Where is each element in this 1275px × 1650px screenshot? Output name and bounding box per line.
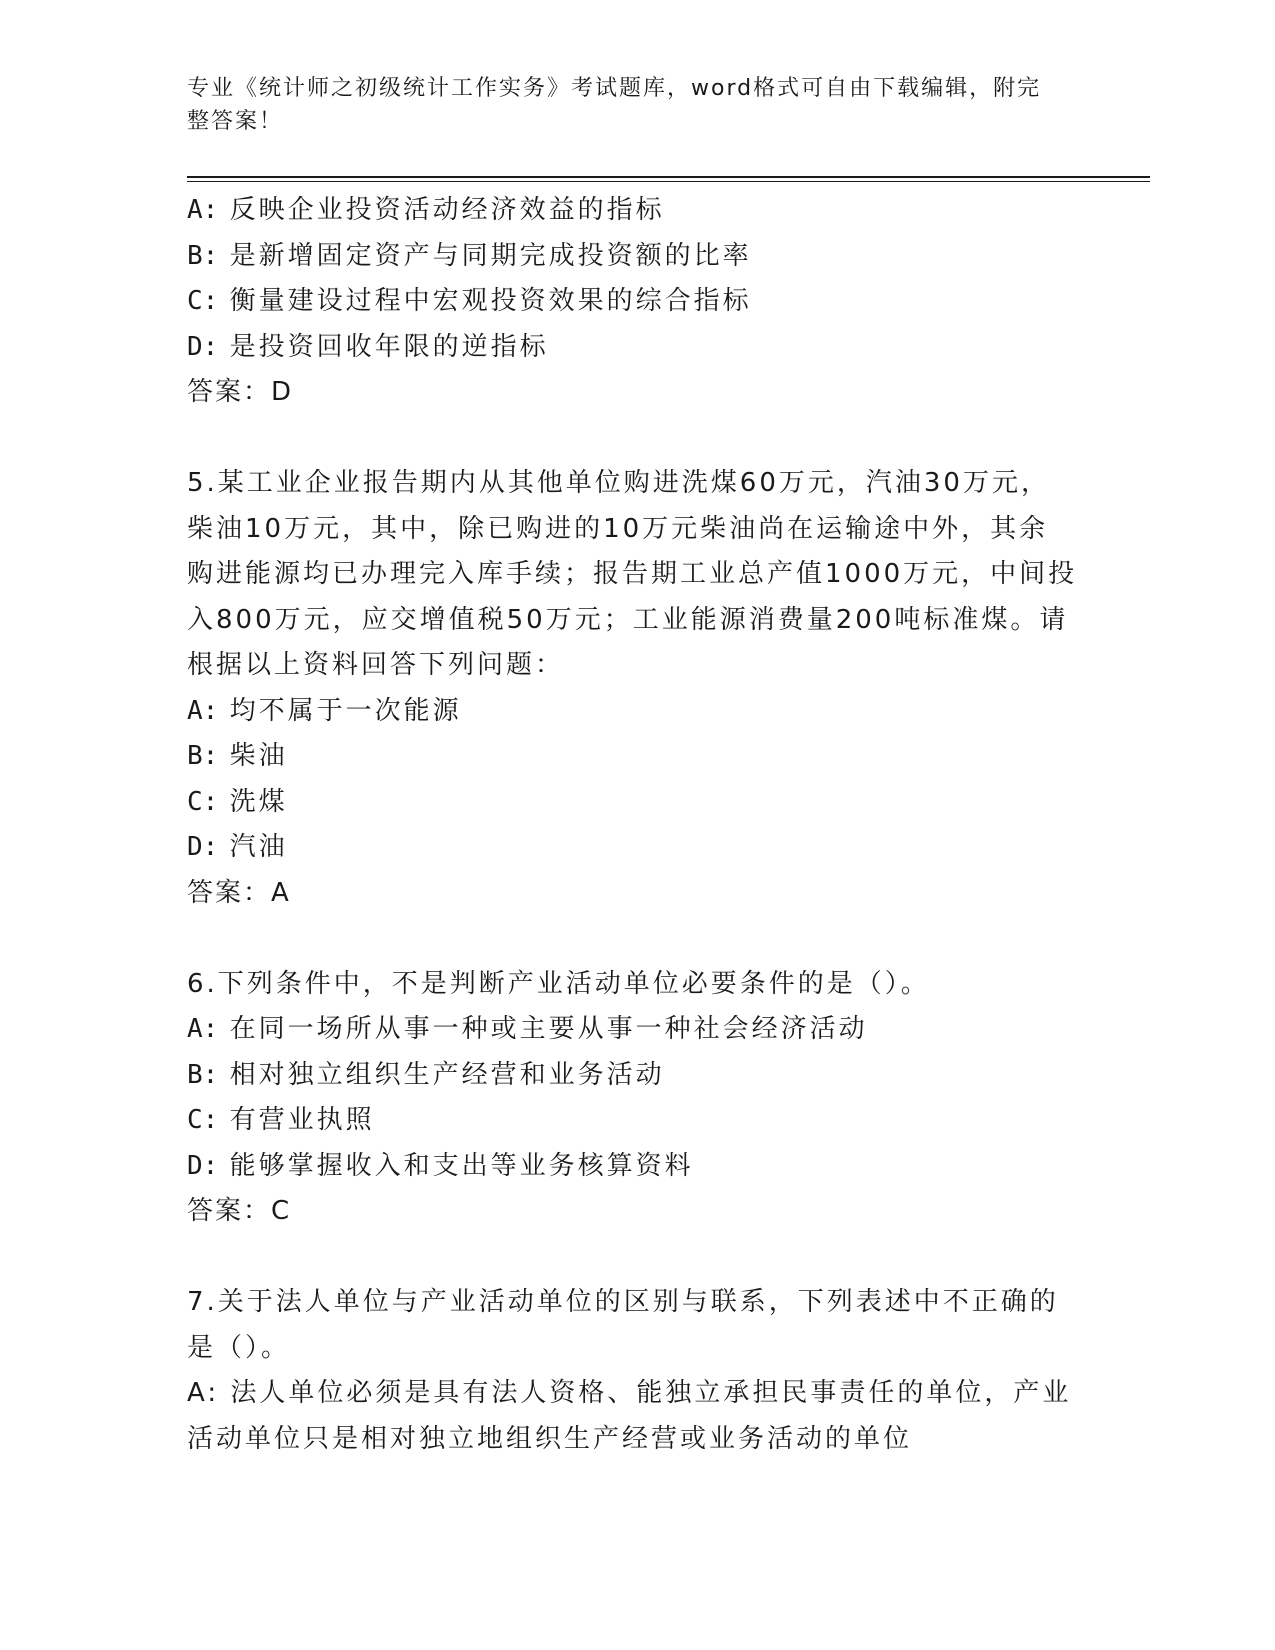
spacer bbox=[187, 916, 1077, 962]
question-text-line: 入800万元，应交增值税50万元；工业能源消费量200吨标准煤。请 bbox=[187, 604, 1069, 635]
option-text: 能够掌握收入和支出等业务核算资料 bbox=[229, 1150, 694, 1181]
option-a bbox=[187, 188, 1077, 234]
option-label: A: bbox=[187, 695, 219, 726]
spacer bbox=[187, 416, 1077, 462]
question-text-line: 7.关于法人单位与产业活动单位的区别与联系，下列表述中不正确的 bbox=[187, 1287, 1059, 1317]
option-d bbox=[187, 1144, 1077, 1190]
option-b bbox=[187, 1053, 1077, 1099]
answer-line: 答案：C bbox=[187, 1196, 292, 1226]
option-c bbox=[187, 780, 1077, 826]
option-text: 是投资回收年限的逆指标 bbox=[229, 331, 549, 362]
question-text-line: 购进能源均已办理完入库手续；报告期工业总产值1000万元，中间投 bbox=[187, 559, 1078, 589]
question-6-block bbox=[187, 962, 1077, 1235]
option-text: 柴油 bbox=[229, 741, 288, 771]
question-7-block bbox=[187, 1280, 1077, 1462]
question-4-block bbox=[187, 188, 1077, 416]
option-label: D: bbox=[187, 331, 219, 362]
option-a-line: 活动单位只是相对独立地组织生产经营或业务活动的单位 bbox=[187, 1423, 913, 1454]
option-b bbox=[187, 234, 1077, 280]
option-label: D: bbox=[187, 1150, 219, 1181]
option-text: 洗煤 bbox=[229, 786, 288, 817]
option-c bbox=[187, 1098, 1077, 1144]
option-label: A: bbox=[187, 1014, 219, 1044]
option-text: 在同一场所从事一种或主要从事一种社会经济活动 bbox=[229, 1014, 868, 1044]
header-divider-thick bbox=[187, 176, 1150, 178]
answer-line: 答案：D bbox=[187, 377, 294, 407]
option-a-line: A: 法人单位必须是具有法人资格、能独立承担民事责任的单位，产业 bbox=[187, 1378, 1072, 1408]
option-a bbox=[187, 1007, 1077, 1053]
question-5-block bbox=[187, 461, 1077, 916]
option-d bbox=[187, 825, 1077, 871]
question-text-line: 根据以上资料回答下列问题： bbox=[187, 650, 565, 680]
option-label: B: bbox=[187, 1059, 219, 1090]
option-c bbox=[187, 279, 1077, 325]
option-label: A: bbox=[187, 195, 219, 225]
option-text: 是新增固定资产与同期完成投资额的比率 bbox=[229, 240, 752, 271]
option-b bbox=[187, 734, 1077, 780]
option-label: D: bbox=[187, 832, 219, 862]
option-label: C: bbox=[187, 1105, 219, 1135]
question-text-line: 6.下列条件中，不是判断产业活动单位必要条件的是（）。 bbox=[187, 968, 930, 999]
option-d bbox=[187, 325, 1077, 371]
document-body bbox=[187, 188, 1077, 1462]
question-text-line: 柴油10万元，其中，除已购进的10万元柴油尚在运输途中外，其余 bbox=[187, 513, 1049, 544]
spacer bbox=[187, 1235, 1077, 1281]
header-line-1: 专业《统计师之初级统计工作实务》考试题库，word格式可自由下载编辑，附完 bbox=[187, 76, 1042, 101]
option-text: 衡量建设过程中宏观投资效果的综合指标 bbox=[229, 286, 752, 316]
header-divider-thin bbox=[187, 181, 1150, 182]
option-label: B: bbox=[187, 240, 219, 271]
question-text-line: 5.某工业企业报告期内从其他单位购进洗煤60万元，汽油30万元， bbox=[187, 468, 1050, 498]
document-header bbox=[187, 72, 1067, 138]
option-text: 反映企业投资活动经济效益的指标 bbox=[229, 195, 665, 225]
option-label: C: bbox=[187, 786, 219, 817]
option-text: 汽油 bbox=[229, 832, 288, 862]
option-a bbox=[187, 689, 1077, 735]
answer-line: 答案：A bbox=[187, 877, 291, 908]
option-label: C: bbox=[187, 286, 219, 316]
option-text: 相对独立组织生产经营和业务活动 bbox=[229, 1059, 665, 1090]
question-text-line: 是（）。 bbox=[187, 1332, 291, 1363]
option-text: 有营业执照 bbox=[229, 1105, 375, 1135]
option-label: B: bbox=[187, 741, 219, 771]
option-text: 均不属于一次能源 bbox=[229, 695, 462, 726]
header-line-2: 整答案！ bbox=[187, 109, 284, 134]
